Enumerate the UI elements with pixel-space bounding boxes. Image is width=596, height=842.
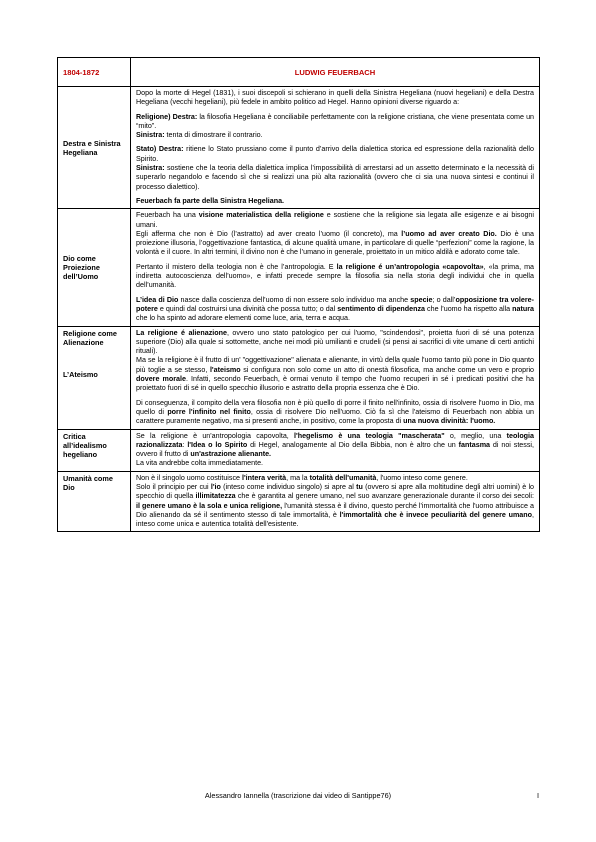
text-span: Pertanto il mistero della teologia non è che l’antropologia. E — [136, 262, 337, 271]
table-row — [58, 429, 540, 471]
row-label — [58, 87, 131, 209]
text-span: Ma se la religione è il frutto di un' "oggettivazione" alienata e alienante, in virtù della quale l'uomo tanto più pone in Dio quanto più toglie a se stesso, — [136, 356, 534, 374]
text-span: , ovvero uno stato patologico per cui l'uomo, "scindendosi", proietta fuori di sé una potenza superiore (Dio) alla quale si sottomette, anche nei modi più umilianti e crudeli (si pensi ai sacrifici di vite umane di certi antichi rituali). — [136, 328, 535, 356]
text-span: Dopo la morte di Hegel (1831), i suoi discepoli si schierano in quelli della Sinistra Hegeliana (nuovi hegeliani) e della Destra Hegeliana (vecchi hegeliani), più fedele in ambito politico ad Hegel. Hanno opinioni diverse riguardo a: — [136, 89, 534, 107]
content-table — [57, 57, 540, 532]
row-label — [58, 209, 131, 326]
text-span: di Hegel, analogamente al Dio della Bibbia, non è altro che un — [247, 440, 459, 449]
bold-text: l'io — [210, 482, 221, 491]
bold-text: opposizione tra volere-potere — [136, 295, 534, 313]
row-content — [131, 326, 540, 429]
text-span: La vita andrebbe colta immediatamente. — [136, 459, 264, 468]
bold-text: l'intera verità — [241, 473, 287, 482]
text-span: che è garantita al genere umano, nel suo avanzare generazionale durante il corso dei secoli: — [235, 492, 535, 501]
row-label-text: Umanità come Dio — [63, 473, 113, 492]
paragraph — [136, 296, 534, 324]
text-span: e sostiene che la religione sia legata alle esigenze e ai bisogni umani. — [136, 211, 534, 229]
paragraph — [136, 113, 534, 141]
bold-text: tu — [356, 482, 363, 491]
row-label-text: Destra e Sinistra Hegeliana — [63, 138, 121, 157]
bold-text: la religione é un’antropologia «capovolta» — [336, 262, 484, 271]
text-span: , l'uomo inteso come genere. — [376, 473, 468, 482]
row-content — [131, 471, 540, 532]
row-label — [58, 471, 131, 532]
row-label — [58, 326, 131, 429]
paragraph — [136, 263, 534, 291]
bold-text: L’idea di Dio — [136, 295, 179, 304]
text-span: Non è il singolo uomo costituisce — [136, 473, 242, 482]
bold-text: natura — [512, 304, 534, 313]
footer-text: Alessandro Iannella (trascrizione dai video di Santippe76) — [204, 791, 392, 800]
text-span: l'umanità stessa è il divino, questo perché l'immortalità che l'uomo attribuisce a Dio alienando da sé il sentimento stesso di tale immortalità, è — [136, 501, 534, 519]
text-span: : — [182, 440, 188, 449]
bold-text: Religione) Destra: — [136, 112, 198, 121]
paragraph — [136, 211, 534, 257]
paragraph — [136, 432, 534, 469]
table-row — [58, 87, 540, 209]
row-content — [131, 209, 540, 326]
text-span: si configura non solo come un atto di onestà filosofica, ma anche come un vero e proprio — [240, 365, 535, 374]
bold-text: l'Idea o lo Spirito — [187, 440, 248, 449]
bold-text: totalità dell'umanità — [309, 473, 377, 482]
paragraph — [136, 329, 534, 394]
text-span: la filosofia Hegeliana è conciliabile perfettamente con la religione cristiana, che viene presentata come un “mito”. — [136, 112, 535, 130]
bold-text: teologia razionalizzata — [136, 431, 534, 449]
text-span: che l’uomo ha rispetto alla — [425, 304, 513, 313]
bold-text: l’uomo ad aver creato Dio. — [401, 229, 497, 238]
bold-text: il genere umano è la sola e unica religione, — [136, 501, 283, 510]
text-span: Feuerbach ha una — [136, 211, 199, 220]
text-span: (inteso come individuo singolo) si apre al — [220, 482, 357, 491]
row-content — [131, 429, 540, 471]
table-row — [58, 209, 540, 326]
row-label-secondary: L’Ateismo — [63, 369, 98, 379]
text-span: . Infatti, secondo Feuerbach, è ormai venuto il tempo che l'uomo recuperi in sé i predicati positivi che ha proiettato fuori di sé in quello specchio illusorio e astratto della propria essenza che è Dio. — [136, 375, 534, 393]
table-row — [58, 471, 540, 532]
text-span: , ma la — [286, 473, 310, 482]
text-span: , inteso come unica e autentica totalità dell'esistente. — [136, 510, 534, 529]
bold-text: dovere morale — [136, 375, 186, 384]
text-span: ritiene lo Stato prussiano come il punto d’arrivo della dialettica storica ed espressione della razionalità dello Spirito. — [136, 145, 534, 163]
text-span: nasce dalla coscienza dell’uomo di non essere solo individuo ma anche — [178, 295, 411, 304]
bold-text: sentimento di dipendenza — [337, 304, 426, 313]
text-span: (ovvero si apre alla moltitudine degli altri uomini) è lo specchio di quella — [136, 482, 535, 501]
bold-text: specie — [410, 295, 433, 304]
paragraph — [136, 197, 534, 206]
bold-text: Sinistra: — [136, 131, 165, 140]
paragraph — [136, 89, 534, 108]
paragraph — [136, 399, 534, 427]
text-span: Di conseguenza, il compito della vera filosofia non è più quello di porre il finito nell'infinito, ossia di risolvere l'uomo in Dio, ma quello di — [136, 398, 534, 416]
bold-text: La religione é alienazione — [136, 328, 227, 337]
bold-text: un'astrazione alienante. — [190, 450, 272, 459]
bold-text: Feuerbach fa parte della Sinistra Hegeliana. — [136, 196, 285, 205]
header-row — [58, 58, 540, 87]
text-span: sostiene che la teoria della dialettica implica l’impossibilità di arrestarsi ad un assetto determinato e la necessità di superarlo negandolo e facendo sì che si realizzi una più alta razionalità (ovvero che ci sia una nuova sintesi e continui il processo dialettico). — [136, 164, 534, 191]
text-span: Dio è una proiezione illusoria, l’oggettivazione fantastica, di alcune qualità umane, in particolare di quelle “perfezioni” come la ragione, la volontà e il cuore. In altri termini, il divino non è che l’umano in generale, proiettato in un mitico aldilà e adorato come tale. — [136, 229, 534, 257]
text-span: Egli afferma che non è Dio (l’astratto) ad aver creato l’uomo (il concreto), ma — [136, 229, 402, 238]
table-row — [58, 326, 540, 429]
page-title: LUDWIG FEUERBACH — [131, 58, 540, 87]
row-label-text: Dio come Proiezione dell’Uomo — [63, 253, 100, 281]
bold-text: Stato) Destra: — [136, 145, 184, 154]
row-label-text: Critica all’idealismo hegeliano — [63, 431, 107, 459]
bold-text: Sinistra: — [136, 164, 165, 173]
period-cell: 1804-1872 — [58, 58, 131, 87]
text-span: , ossia di risolvere Dio nell'uomo. Ciò fa sì che l'ateismo di Feuerbach non abbia un carattere puramente negativo, ma si presenti anche, in positivo, come la proposta di — [136, 407, 534, 426]
text-span: e quindi dal costruirsi una divinità che possa tutto; o dal — [157, 304, 338, 313]
paragraph — [136, 474, 534, 530]
bold-text: fantasma — [458, 440, 491, 449]
row-label-text: Religione come Alienazione — [63, 328, 117, 347]
text-span: di noi stessi, ovvero il frutto di — [136, 440, 534, 459]
bold-text: porre l'infinito nel finito — [167, 407, 251, 416]
text-span: o, meglio, una — [444, 431, 507, 440]
text-span: che lo ha spinto ad adorare elementi come luce, aria, terra e acqua. — [136, 314, 350, 323]
text-span: ; o dall’ — [432, 295, 456, 304]
text-span: tenta di dimostrare il contrario. — [164, 131, 263, 140]
bold-text: l'immortalità che è invece peculiarità del genere umano — [339, 510, 533, 519]
bold-text: l'ateismo — [209, 365, 241, 374]
text-span: , «la prima, ma indiretta autocoscienza dell’uomo», e infatti precede sempre la filosofia sia nella storia degli individui che in quella dell’umanità. — [136, 262, 535, 290]
bold-text: visione materialistica della religione — [198, 211, 324, 220]
bold-text: illimitatezza — [195, 492, 236, 501]
row-content — [131, 87, 540, 209]
paragraph — [136, 145, 534, 191]
text-span: Se la religione è un'antropologia capovolta, — [136, 431, 295, 440]
row-label — [58, 429, 131, 471]
bold-text: l'hegelismo è una teologia "mascherata" — [294, 431, 445, 440]
page-number: I — [537, 791, 540, 800]
bold-text: una nuova divinità: l'uomo. — [403, 417, 496, 426]
text-span: Solo il principio per cui — [136, 482, 211, 491]
